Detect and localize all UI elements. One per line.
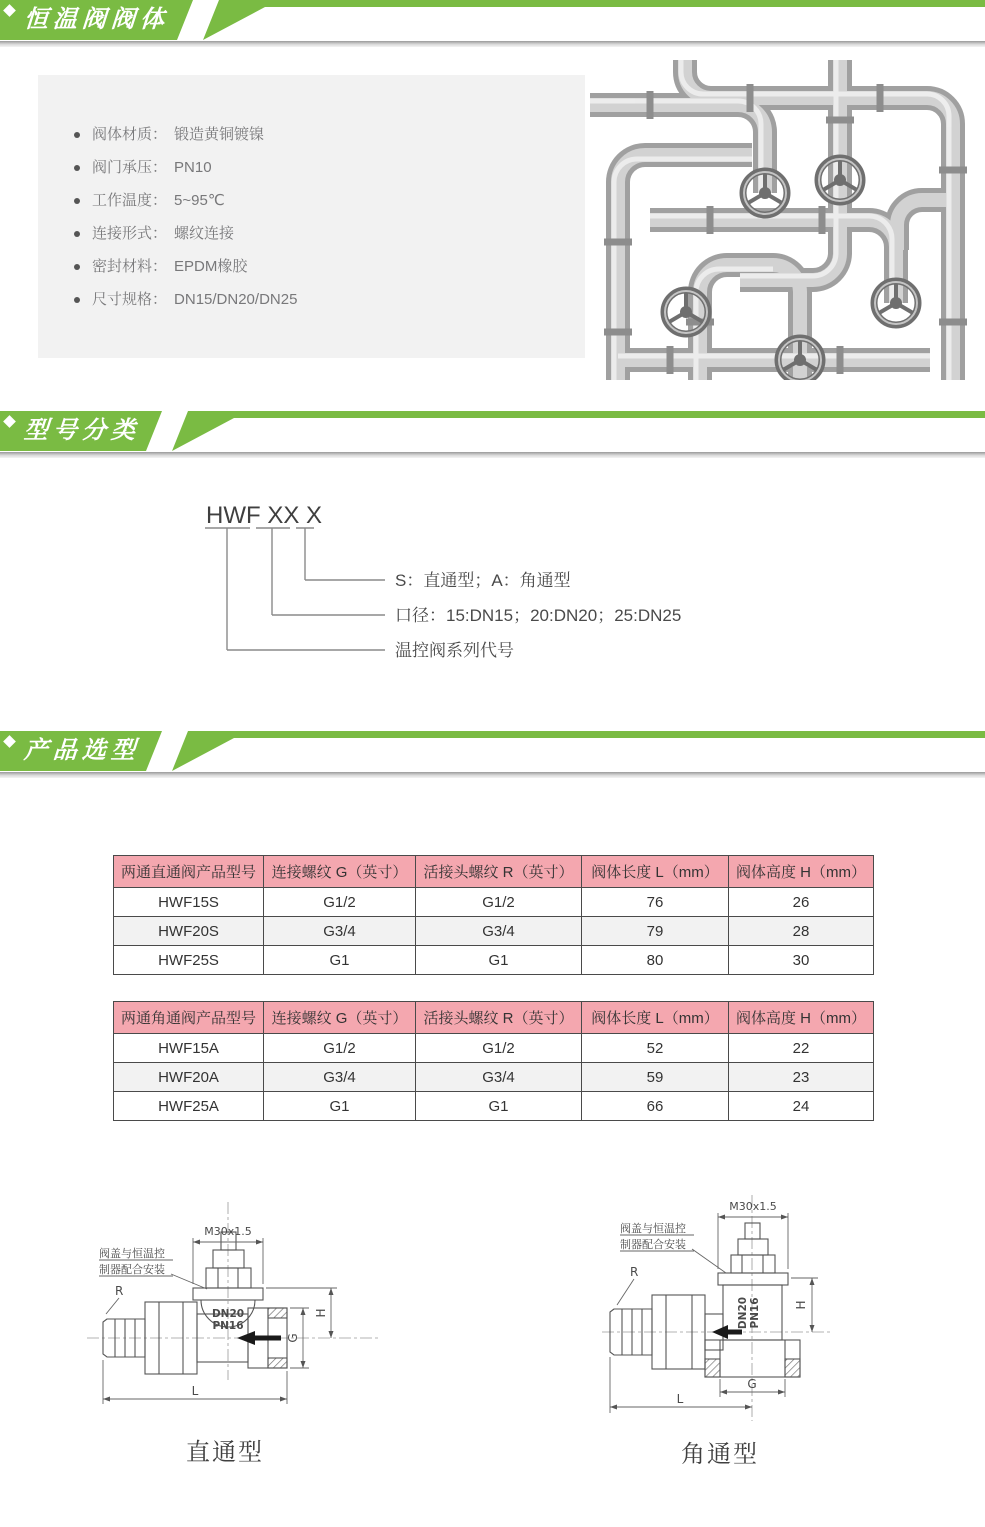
cell-model: HWF25S <box>114 946 264 975</box>
col-header: 阀体长度 L（mm） <box>582 1002 729 1034</box>
spec-label: 工作温度 <box>92 192 153 209</box>
section-title: 型号分类 <box>23 417 141 444</box>
cell-length: 76 <box>582 888 729 917</box>
cell-height: 23 <box>729 1063 874 1092</box>
bullet-icon <box>74 198 80 204</box>
cell-length: 79 <box>582 917 729 946</box>
cell-thread-g: G3/4 <box>264 1063 416 1092</box>
angle-valve-drawing <box>600 1185 920 1431</box>
table-header-row <box>114 1002 874 1034</box>
cell-model: HWF20S <box>114 917 264 946</box>
banner-shadow <box>0 41 985 47</box>
cell-thread-g: G1 <box>264 946 416 975</box>
cell-length: 59 <box>582 1063 729 1092</box>
spec-value: 5~95℃ <box>174 192 225 209</box>
section-title: 产品选型 <box>23 737 141 764</box>
body-dn-label: DN20 <box>737 1296 749 1330</box>
cell-thread-g: G1 <box>264 1092 416 1121</box>
thread-dim-label: M30x1.5 <box>729 1200 777 1213</box>
banner-tail <box>203 0 985 40</box>
col-header: 阀体高度 H（mm） <box>729 856 874 888</box>
col-header: 活接头螺纹 R（英寸） <box>416 1002 582 1034</box>
cell-thread-r: G3/4 <box>416 917 582 946</box>
cell-thread-r: G1 <box>416 1092 582 1121</box>
spec-separator: ： <box>152 126 168 143</box>
pipes-photo <box>590 60 985 380</box>
banner-tail <box>172 731 985 771</box>
note-line2: 制器配合安装 <box>99 1263 165 1276</box>
spec-item <box>74 118 297 151</box>
g-dim-label: G <box>747 1377 757 1391</box>
cell-thread-g: G1/2 <box>264 888 416 917</box>
section-banner-selection <box>0 731 985 778</box>
table-row <box>114 1092 874 1121</box>
table-row <box>114 1063 874 1092</box>
spec-item <box>74 151 297 184</box>
cell-length: 80 <box>582 946 729 975</box>
r-dim-label: R <box>115 1284 124 1298</box>
l-dim-label: L <box>191 1384 199 1398</box>
spec-value: PN10 <box>174 159 212 176</box>
g-dim-label: G <box>286 1333 300 1343</box>
spec-item <box>74 283 297 316</box>
cell-thread-g: G3/4 <box>264 917 416 946</box>
col-header: 两通直通阀产品型号 <box>114 856 264 888</box>
cell-height: 24 <box>729 1092 874 1121</box>
cell-model: HWF15A <box>114 1034 264 1063</box>
cell-thread-r: G1/2 <box>416 1034 582 1063</box>
straight-valve-drawing <box>85 1188 385 1430</box>
spec-separator: ： <box>152 258 168 275</box>
col-header: 两通角通阀产品型号 <box>114 1002 264 1034</box>
model-label-type: S：直通型；A：角通型 <box>395 571 571 590</box>
table-row <box>114 946 874 975</box>
cell-height: 22 <box>729 1034 874 1063</box>
banner-shadow <box>0 452 985 458</box>
cell-length: 66 <box>582 1092 729 1121</box>
angle-valve-table <box>113 1001 874 1121</box>
col-header: 活接头螺纹 R（英寸） <box>416 856 582 888</box>
spec-label: 尺寸规格 <box>92 291 153 308</box>
spec-label: 连接形式 <box>92 225 153 242</box>
model-code: HWF XX X <box>206 502 323 529</box>
table-header-row <box>114 856 874 888</box>
spec-item <box>74 217 297 250</box>
spec-item <box>74 184 297 217</box>
col-header: 连接螺纹 G（英寸） <box>264 856 416 888</box>
bullet-icon <box>74 231 80 237</box>
spec-box <box>38 75 585 358</box>
spec-value: EPDM橡胶 <box>174 258 248 275</box>
drawing-caption-angle: 角通型 <box>681 1441 759 1468</box>
thread-dim-label: M30x1.5 <box>204 1225 252 1238</box>
drawing-caption-straight: 直通型 <box>186 1439 264 1466</box>
spec-list <box>74 118 297 316</box>
banner-tail <box>172 411 985 451</box>
model-label-size: 口径：15:DN15；20:DN20；25:DN25 <box>395 606 682 625</box>
bullet-icon <box>74 132 80 138</box>
model-label-series: 温控阀系列代号 <box>395 641 514 660</box>
cell-thread-r: G3/4 <box>416 1063 582 1092</box>
spec-item <box>74 250 297 283</box>
cell-height: 30 <box>729 946 874 975</box>
bullet-icon <box>74 297 80 303</box>
note-line1: 阀盖与恒温控 <box>99 1247 165 1260</box>
spec-label: 阀门承压 <box>92 159 153 176</box>
note-line1: 阀盖与恒温控 <box>620 1222 686 1235</box>
cell-model: HWF15S <box>114 888 264 917</box>
cell-thread-r: G1/2 <box>416 888 582 917</box>
spec-separator: ： <box>152 192 168 209</box>
col-header: 连接螺纹 G（英寸） <box>264 1002 416 1034</box>
body-dn-label: DN20 <box>211 1308 245 1320</box>
straight-valve-table <box>113 855 874 975</box>
spec-separator: ： <box>152 225 168 242</box>
cell-model: HWF20A <box>114 1063 264 1092</box>
spec-separator: ： <box>152 291 168 308</box>
model-code-diagram <box>150 490 710 680</box>
h-dim-label: H <box>794 1300 808 1310</box>
bullet-icon <box>74 264 80 270</box>
spec-label: 密封材料 <box>92 258 153 275</box>
body-pn-label: PN16 <box>212 1320 244 1332</box>
h-dim-label: H <box>314 1308 328 1318</box>
cell-height: 28 <box>729 917 874 946</box>
cell-thread-g: G1/2 <box>264 1034 416 1063</box>
spec-value: 锻造黄铜镀镍 <box>174 126 265 143</box>
table-row <box>114 1034 874 1063</box>
bullet-icon <box>74 165 80 171</box>
col-header: 阀体长度 L（mm） <box>582 856 729 888</box>
spec-value: 螺纹连接 <box>174 225 235 242</box>
col-header: 阀体高度 H（mm） <box>729 1002 874 1034</box>
l-dim-label: L <box>676 1392 684 1406</box>
section-banner-model <box>0 411 985 458</box>
cell-length: 52 <box>582 1034 729 1063</box>
cell-thread-r: G1 <box>416 946 582 975</box>
cell-height: 26 <box>729 888 874 917</box>
table-row <box>114 917 874 946</box>
section-title: 恒温阀阀体 <box>23 6 170 33</box>
spec-separator: ： <box>152 159 168 176</box>
note-line2: 制器配合安装 <box>620 1238 686 1251</box>
section-banner-product <box>0 0 985 47</box>
r-dim-label: R <box>630 1265 639 1279</box>
spec-value: DN15/DN20/DN25 <box>174 291 298 308</box>
banner-shadow <box>0 772 985 778</box>
cell-model: HWF25A <box>114 1092 264 1121</box>
table-row <box>114 888 874 917</box>
body-pn-label: PN16 <box>749 1297 761 1329</box>
spec-label: 阀体材质 <box>92 126 153 143</box>
